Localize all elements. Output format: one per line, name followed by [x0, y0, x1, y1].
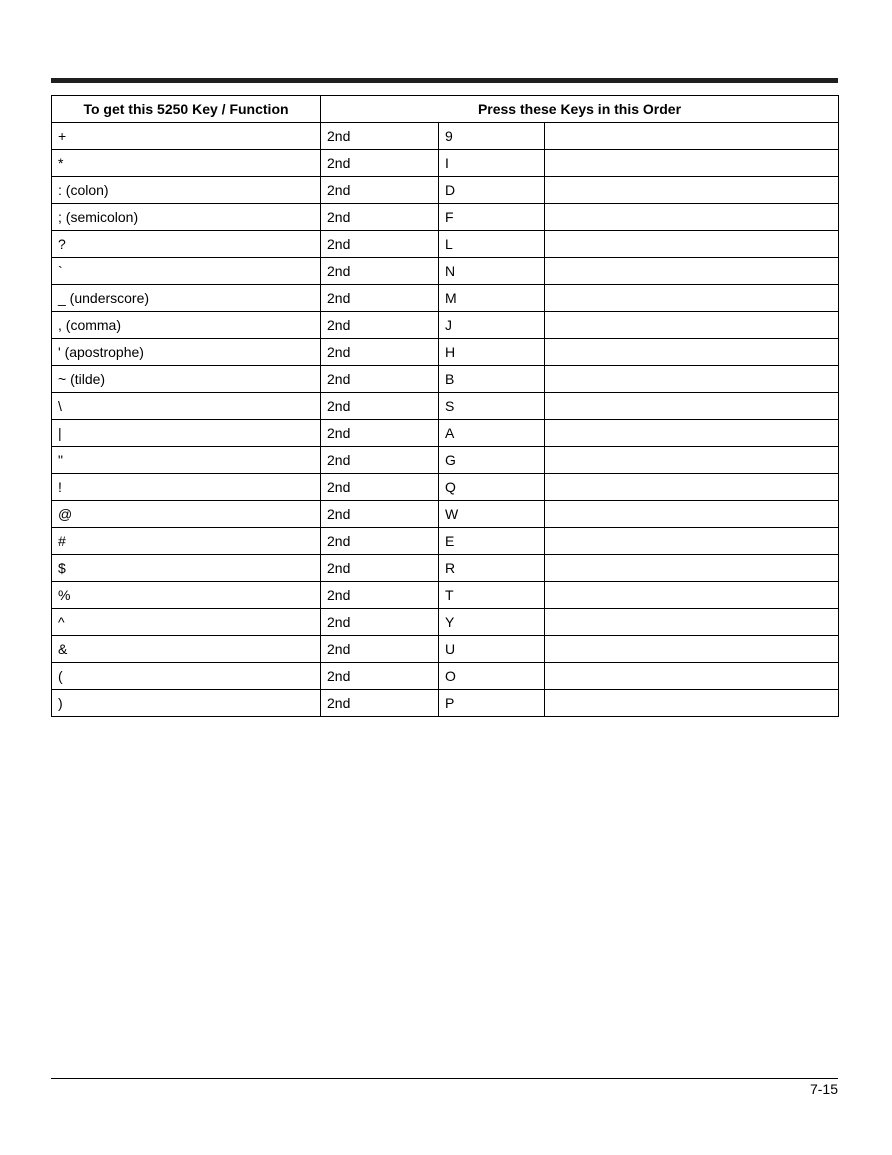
first-key-cell: 2nd: [321, 636, 439, 663]
table-row: [52, 204, 839, 231]
third-key-cell: [545, 690, 839, 717]
first-key-cell: 2nd: [321, 150, 439, 177]
second-key-cell: F: [439, 204, 545, 231]
key-cell: *: [52, 150, 321, 177]
first-key-cell: 2nd: [321, 285, 439, 312]
key-cell: &: [52, 636, 321, 663]
first-key-cell: 2nd: [321, 339, 439, 366]
second-key-cell: Q: [439, 474, 545, 501]
third-key-cell: [545, 582, 839, 609]
first-key-cell: 2nd: [321, 258, 439, 285]
table-row: [52, 312, 839, 339]
key-cell: ): [52, 690, 321, 717]
key-cell: %: [52, 582, 321, 609]
third-key-cell: [545, 339, 839, 366]
table-row: [52, 447, 839, 474]
key-cell: ; (semicolon): [52, 204, 321, 231]
second-key-cell: S: [439, 393, 545, 420]
second-key-cell: Y: [439, 609, 545, 636]
second-key-cell: E: [439, 528, 545, 555]
key-cell: _ (underscore): [52, 285, 321, 312]
first-key-cell: 2nd: [321, 204, 439, 231]
second-key-cell: G: [439, 447, 545, 474]
third-key-cell: [545, 177, 839, 204]
first-key-cell: 2nd: [321, 663, 439, 690]
first-key-cell: 2nd: [321, 690, 439, 717]
key-cell: $: [52, 555, 321, 582]
second-key-cell: A: [439, 420, 545, 447]
second-key-cell: U: [439, 636, 545, 663]
table-row: [52, 123, 839, 150]
table-row: [52, 636, 839, 663]
table-row: [52, 609, 839, 636]
key-cell: @: [52, 501, 321, 528]
key-cell: !: [52, 474, 321, 501]
first-key-cell: 2nd: [321, 582, 439, 609]
second-key-cell: M: [439, 285, 545, 312]
header-press-keys: Press these Keys in this Order: [321, 96, 839, 123]
table-row: [52, 258, 839, 285]
first-key-cell: 2nd: [321, 474, 439, 501]
second-key-cell: I: [439, 150, 545, 177]
third-key-cell: [545, 555, 839, 582]
key-cell: (: [52, 663, 321, 690]
key-cell: ^: [52, 609, 321, 636]
key-cell: : (colon): [52, 177, 321, 204]
key-cell: ?: [52, 231, 321, 258]
first-key-cell: 2nd: [321, 555, 439, 582]
first-key-cell: 2nd: [321, 528, 439, 555]
third-key-cell: [545, 636, 839, 663]
third-key-cell: [545, 663, 839, 690]
third-key-cell: [545, 231, 839, 258]
second-key-cell: W: [439, 501, 545, 528]
table-row: [52, 501, 839, 528]
table-row: [52, 150, 839, 177]
second-key-cell: J: [439, 312, 545, 339]
header-rule: [51, 78, 838, 83]
third-key-cell: [545, 150, 839, 177]
table-row: [52, 285, 839, 312]
third-key-cell: [545, 420, 839, 447]
third-key-cell: [545, 393, 839, 420]
table-row: [52, 690, 839, 717]
first-key-cell: 2nd: [321, 177, 439, 204]
table-row: [52, 420, 839, 447]
third-key-cell: [545, 123, 839, 150]
second-key-cell: P: [439, 690, 545, 717]
second-key-cell: N: [439, 258, 545, 285]
second-key-cell: H: [439, 339, 545, 366]
table-row: [52, 366, 839, 393]
second-key-cell: O: [439, 663, 545, 690]
table-row: [52, 528, 839, 555]
table-header-row: [52, 96, 839, 123]
table-row: [52, 393, 839, 420]
first-key-cell: 2nd: [321, 231, 439, 258]
second-key-cell: D: [439, 177, 545, 204]
third-key-cell: [545, 501, 839, 528]
first-key-cell: 2nd: [321, 420, 439, 447]
second-key-cell: L: [439, 231, 545, 258]
table-row: [52, 555, 839, 582]
third-key-cell: [545, 447, 839, 474]
key-cell: \: [52, 393, 321, 420]
key-mapping-table: [51, 95, 839, 717]
third-key-cell: [545, 528, 839, 555]
table-row: [52, 582, 839, 609]
key-cell: #: [52, 528, 321, 555]
third-key-cell: [545, 285, 839, 312]
table-row: [52, 231, 839, 258]
second-key-cell: 9: [439, 123, 545, 150]
table-row: [52, 663, 839, 690]
table-row: [52, 177, 839, 204]
key-cell: +: [52, 123, 321, 150]
second-key-cell: B: [439, 366, 545, 393]
first-key-cell: 2nd: [321, 393, 439, 420]
key-cell: ' (apostrophe): [52, 339, 321, 366]
first-key-cell: 2nd: [321, 609, 439, 636]
third-key-cell: [545, 366, 839, 393]
key-cell: |: [52, 420, 321, 447]
third-key-cell: [545, 312, 839, 339]
third-key-cell: [545, 609, 839, 636]
third-key-cell: [545, 258, 839, 285]
header-key-function: To get this 5250 Key / Function: [52, 96, 321, 123]
table-body: [52, 123, 839, 717]
second-key-cell: R: [439, 555, 545, 582]
first-key-cell: 2nd: [321, 366, 439, 393]
first-key-cell: 2nd: [321, 501, 439, 528]
first-key-cell: 2nd: [321, 123, 439, 150]
page-number: 7-15: [809, 1081, 838, 1097]
key-cell: `: [52, 258, 321, 285]
key-cell: ~ (tilde): [52, 366, 321, 393]
third-key-cell: [545, 204, 839, 231]
key-cell: ": [52, 447, 321, 474]
footer-rule: [51, 1078, 838, 1079]
first-key-cell: 2nd: [321, 312, 439, 339]
first-key-cell: 2nd: [321, 447, 439, 474]
key-cell: , (comma): [52, 312, 321, 339]
second-key-cell: T: [439, 582, 545, 609]
table-row: [52, 474, 839, 501]
table-row: [52, 339, 839, 366]
third-key-cell: [545, 474, 839, 501]
